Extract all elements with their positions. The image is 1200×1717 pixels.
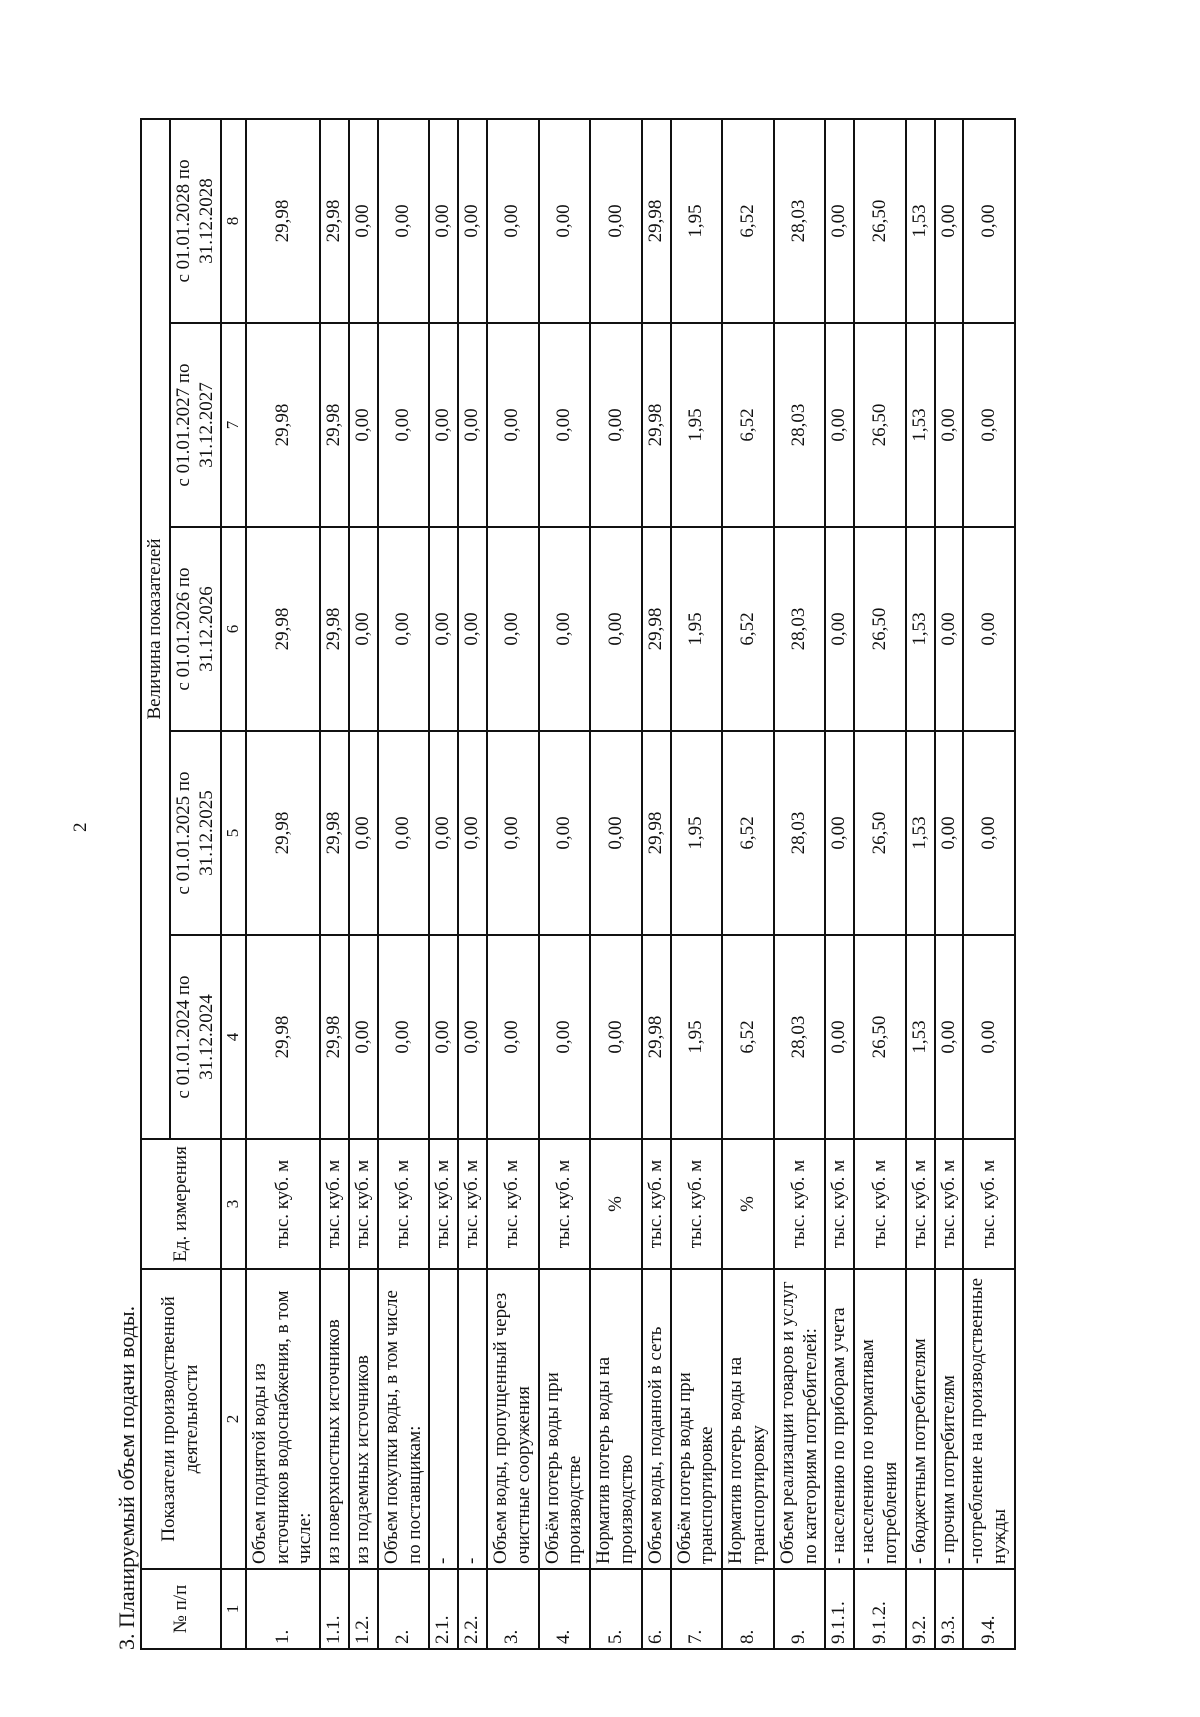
row-value: 29,98 xyxy=(246,731,320,935)
row-value: 0,00 xyxy=(378,323,430,527)
row-indicator-name: Норматив потерь воды на транспортировку xyxy=(722,1269,774,1569)
row-unit: тыс. куб. м xyxy=(671,1139,723,1269)
row-value: 0,00 xyxy=(590,935,642,1139)
row-number: 9.1.2. xyxy=(854,1569,906,1649)
row-value: 0,00 xyxy=(349,935,378,1139)
row-value: 0,00 xyxy=(825,935,854,1139)
row-value: 26,50 xyxy=(854,119,906,323)
row-indicator-name: - xyxy=(458,1269,487,1569)
row-value: 29,98 xyxy=(642,119,671,323)
row-number: 4. xyxy=(539,1569,591,1649)
row-value: 1,53 xyxy=(906,935,935,1139)
row-value: 26,50 xyxy=(854,731,906,935)
row-unit: тыс. куб. м xyxy=(906,1139,935,1269)
index-cell: 2 xyxy=(221,1269,245,1569)
index-cell: 8 xyxy=(221,119,245,323)
row-unit: % xyxy=(722,1139,774,1269)
row-value: 0,00 xyxy=(429,731,458,935)
row-value: 0,00 xyxy=(963,527,1015,731)
row-value: 29,98 xyxy=(246,323,320,527)
row-unit: % xyxy=(590,1139,642,1269)
row-number: 9.1.1. xyxy=(825,1569,854,1649)
row-value: 26,50 xyxy=(854,527,906,731)
row-value: 0,00 xyxy=(458,323,487,527)
index-cell: 4 xyxy=(221,935,245,1139)
row-number: 8. xyxy=(722,1569,774,1649)
header-period: с 01.01.2027 по 31.12.2027 xyxy=(170,323,222,527)
row-value: 0,00 xyxy=(590,119,642,323)
row-value: 29,98 xyxy=(246,935,320,1139)
row-indicator-name: Объем реализации товаров и услуг по категориям потребителей: xyxy=(774,1269,826,1569)
row-indicator-name: - населению по приборам учета xyxy=(825,1269,854,1569)
row-number: 9.3. xyxy=(935,1569,964,1649)
row-indicator-name: Объем поднятой воды из источников водоснабжения, в том числе: xyxy=(246,1269,320,1569)
row-value: 0,00 xyxy=(935,935,964,1139)
row-value: 0,00 xyxy=(458,527,487,731)
row-indicator-name: Объем воды, пропущенный через очистные сооружения xyxy=(487,1269,539,1569)
table-row xyxy=(722,119,774,1649)
row-number: 5. xyxy=(590,1569,642,1649)
header-group: Величина показателей xyxy=(141,119,170,1139)
header-row-1 xyxy=(141,119,170,1649)
row-value: 0,00 xyxy=(487,527,539,731)
row-number: 2.1. xyxy=(429,1569,458,1649)
row-indicator-name: - xyxy=(429,1269,458,1569)
row-value: 29,98 xyxy=(642,731,671,935)
row-unit: тыс. куб. м xyxy=(825,1139,854,1269)
table-row xyxy=(906,119,935,1649)
row-value: 29,98 xyxy=(246,527,320,731)
row-value: 0,00 xyxy=(349,323,378,527)
row-value: 0,00 xyxy=(935,731,964,935)
row-unit: тыс. куб. м xyxy=(429,1139,458,1269)
table-row xyxy=(378,119,430,1649)
row-indicator-name: - прочим потребителям xyxy=(935,1269,964,1569)
table-row xyxy=(246,119,320,1649)
rotated-content xyxy=(110,120,1110,1650)
row-unit: тыс. куб. м xyxy=(349,1139,378,1269)
row-value: 0,00 xyxy=(458,935,487,1139)
page-number: 2 xyxy=(70,822,91,832)
table-row xyxy=(774,119,826,1649)
row-value: 29,98 xyxy=(320,119,349,323)
row-value: 1,95 xyxy=(671,119,723,323)
row-value: 0,00 xyxy=(539,527,591,731)
row-value: 0,00 xyxy=(935,119,964,323)
row-value: 26,50 xyxy=(854,323,906,527)
row-value: 1,53 xyxy=(906,731,935,935)
section-title: 3. Планируемый объем подачи воды. xyxy=(114,1305,139,1650)
row-unit: тыс. куб. м xyxy=(935,1139,964,1269)
row-value: 29,98 xyxy=(642,935,671,1139)
row-number: 7. xyxy=(671,1569,723,1649)
row-indicator-name: -потребление на производственные нужды xyxy=(963,1269,1015,1569)
row-value: 0,00 xyxy=(590,731,642,935)
row-indicator-name: - бюджетным потребителям xyxy=(906,1269,935,1569)
row-value: 0,00 xyxy=(349,731,378,935)
table-row xyxy=(590,119,642,1649)
row-number: 2.2. xyxy=(458,1569,487,1649)
row-value: 1,95 xyxy=(671,935,723,1139)
table-row xyxy=(642,119,671,1649)
row-indicator-name: Норматив потерь воды на производство xyxy=(590,1269,642,1569)
table-row xyxy=(963,119,1015,1649)
header-name: Показатели производственной деятельности xyxy=(141,1269,221,1569)
row-number: 9.2. xyxy=(906,1569,935,1649)
row-value: 0,00 xyxy=(539,731,591,935)
row-value: 0,00 xyxy=(935,323,964,527)
row-value: 1,53 xyxy=(906,323,935,527)
row-value: 0,00 xyxy=(429,323,458,527)
row-unit: тыс. куб. м xyxy=(642,1139,671,1269)
table-row xyxy=(539,119,591,1649)
header-unit: Ед. измерения xyxy=(141,1139,221,1269)
row-value: 0,00 xyxy=(963,731,1015,935)
header-period: с 01.01.2025 по 31.12.2025 xyxy=(170,731,222,935)
row-value: 29,98 xyxy=(320,731,349,935)
header-period: с 01.01.2024 по 31.12.2024 xyxy=(170,935,222,1139)
index-cell: 6 xyxy=(221,527,245,731)
row-unit: тыс. куб. м xyxy=(320,1139,349,1269)
row-value: 0,00 xyxy=(349,119,378,323)
row-value: 0,00 xyxy=(825,323,854,527)
row-value: 0,00 xyxy=(458,119,487,323)
water-supply-table xyxy=(140,118,1016,1650)
row-value: 0,00 xyxy=(825,731,854,935)
row-number: 1.1. xyxy=(320,1569,349,1649)
row-value: 0,00 xyxy=(487,935,539,1139)
row-value: 6,52 xyxy=(722,935,774,1139)
index-cell: 1 xyxy=(221,1569,245,1649)
row-number: 1.2. xyxy=(349,1569,378,1649)
row-value: 6,52 xyxy=(722,527,774,731)
row-value: 29,98 xyxy=(642,323,671,527)
row-number: 6. xyxy=(642,1569,671,1649)
row-value: 0,00 xyxy=(378,935,430,1139)
row-value: 0,00 xyxy=(487,731,539,935)
table-row xyxy=(935,119,964,1649)
row-indicator-name: из поверхностных источников xyxy=(320,1269,349,1569)
row-value: 0,00 xyxy=(539,935,591,1139)
row-value: 29,98 xyxy=(246,119,320,323)
row-value: 0,00 xyxy=(349,527,378,731)
row-value: 26,50 xyxy=(854,935,906,1139)
index-row xyxy=(221,119,245,1649)
row-value: 0,00 xyxy=(458,731,487,935)
row-value: 0,00 xyxy=(963,323,1015,527)
row-indicator-name: Объём потерь воды при производстве xyxy=(539,1269,591,1569)
table-row xyxy=(825,119,854,1649)
row-unit: тыс. куб. м xyxy=(487,1139,539,1269)
row-indicator-name: Объем воды, поданной в сеть xyxy=(642,1269,671,1569)
header-num: № п/п xyxy=(141,1569,221,1649)
row-value: 0,00 xyxy=(963,935,1015,1139)
row-value: 1,95 xyxy=(671,731,723,935)
row-unit: тыс. куб. м xyxy=(378,1139,430,1269)
table-row xyxy=(429,119,458,1649)
row-value: 29,98 xyxy=(320,527,349,731)
header-period: с 01.01.2026 по 31.12.2026 xyxy=(170,527,222,731)
index-cell: 5 xyxy=(221,731,245,935)
row-value: 0,00 xyxy=(429,119,458,323)
row-value: 28,03 xyxy=(774,323,826,527)
row-value: 1,95 xyxy=(671,527,723,731)
row-value: 28,03 xyxy=(774,527,826,731)
row-value: 1,53 xyxy=(906,527,935,731)
row-value: 0,00 xyxy=(429,935,458,1139)
row-value: 6,52 xyxy=(722,119,774,323)
row-indicator-name: Объём потерь воды при транспортировке xyxy=(671,1269,723,1569)
row-number: 9. xyxy=(774,1569,826,1649)
row-value: 0,00 xyxy=(487,119,539,323)
row-value: 28,03 xyxy=(774,935,826,1139)
row-value: 0,00 xyxy=(539,119,591,323)
row-unit: тыс. куб. м xyxy=(539,1139,591,1269)
row-number: 2. xyxy=(378,1569,430,1649)
table-row xyxy=(671,119,723,1649)
row-value: 1,95 xyxy=(671,323,723,527)
row-value: 0,00 xyxy=(825,527,854,731)
row-value: 0,00 xyxy=(378,527,430,731)
row-indicator-name: Объем покупки воды, в том числе по поставщикам: xyxy=(378,1269,430,1569)
row-value: 6,52 xyxy=(722,731,774,935)
row-value: 0,00 xyxy=(935,527,964,731)
row-unit: тыс. куб. м xyxy=(458,1139,487,1269)
index-cell: 3 xyxy=(221,1139,245,1269)
row-value: 0,00 xyxy=(539,323,591,527)
row-number: 9.4. xyxy=(963,1569,1015,1649)
row-value: 0,00 xyxy=(429,527,458,731)
row-value: 29,98 xyxy=(642,527,671,731)
table-row xyxy=(349,119,378,1649)
row-unit: тыс. куб. м xyxy=(246,1139,320,1269)
row-value: 0,00 xyxy=(963,119,1015,323)
table-row xyxy=(320,119,349,1649)
row-unit: тыс. куб. м xyxy=(774,1139,826,1269)
row-number: 3. xyxy=(487,1569,539,1649)
row-number: 1. xyxy=(246,1569,320,1649)
table-row xyxy=(458,119,487,1649)
row-value: 1,53 xyxy=(906,119,935,323)
row-value: 29,98 xyxy=(320,323,349,527)
row-value: 28,03 xyxy=(774,119,826,323)
table-row xyxy=(487,119,539,1649)
index-cell: 7 xyxy=(221,323,245,527)
row-value: 6,52 xyxy=(722,323,774,527)
row-value: 28,03 xyxy=(774,731,826,935)
row-value: 0,00 xyxy=(487,323,539,527)
row-value: 0,00 xyxy=(825,119,854,323)
header-period: с 01.01.2028 по 31.12.2028 xyxy=(170,119,222,323)
row-value: 0,00 xyxy=(378,119,430,323)
row-value: 0,00 xyxy=(378,731,430,935)
row-unit: тыс. куб. м xyxy=(963,1139,1015,1269)
row-unit: тыс. куб. м xyxy=(854,1139,906,1269)
row-indicator-name: - населению по нормативам потребления xyxy=(854,1269,906,1569)
table-row xyxy=(854,119,906,1649)
row-value: 29,98 xyxy=(320,935,349,1139)
row-value: 0,00 xyxy=(590,323,642,527)
row-value: 0,00 xyxy=(590,527,642,731)
row-indicator-name: из подземных источников xyxy=(349,1269,378,1569)
